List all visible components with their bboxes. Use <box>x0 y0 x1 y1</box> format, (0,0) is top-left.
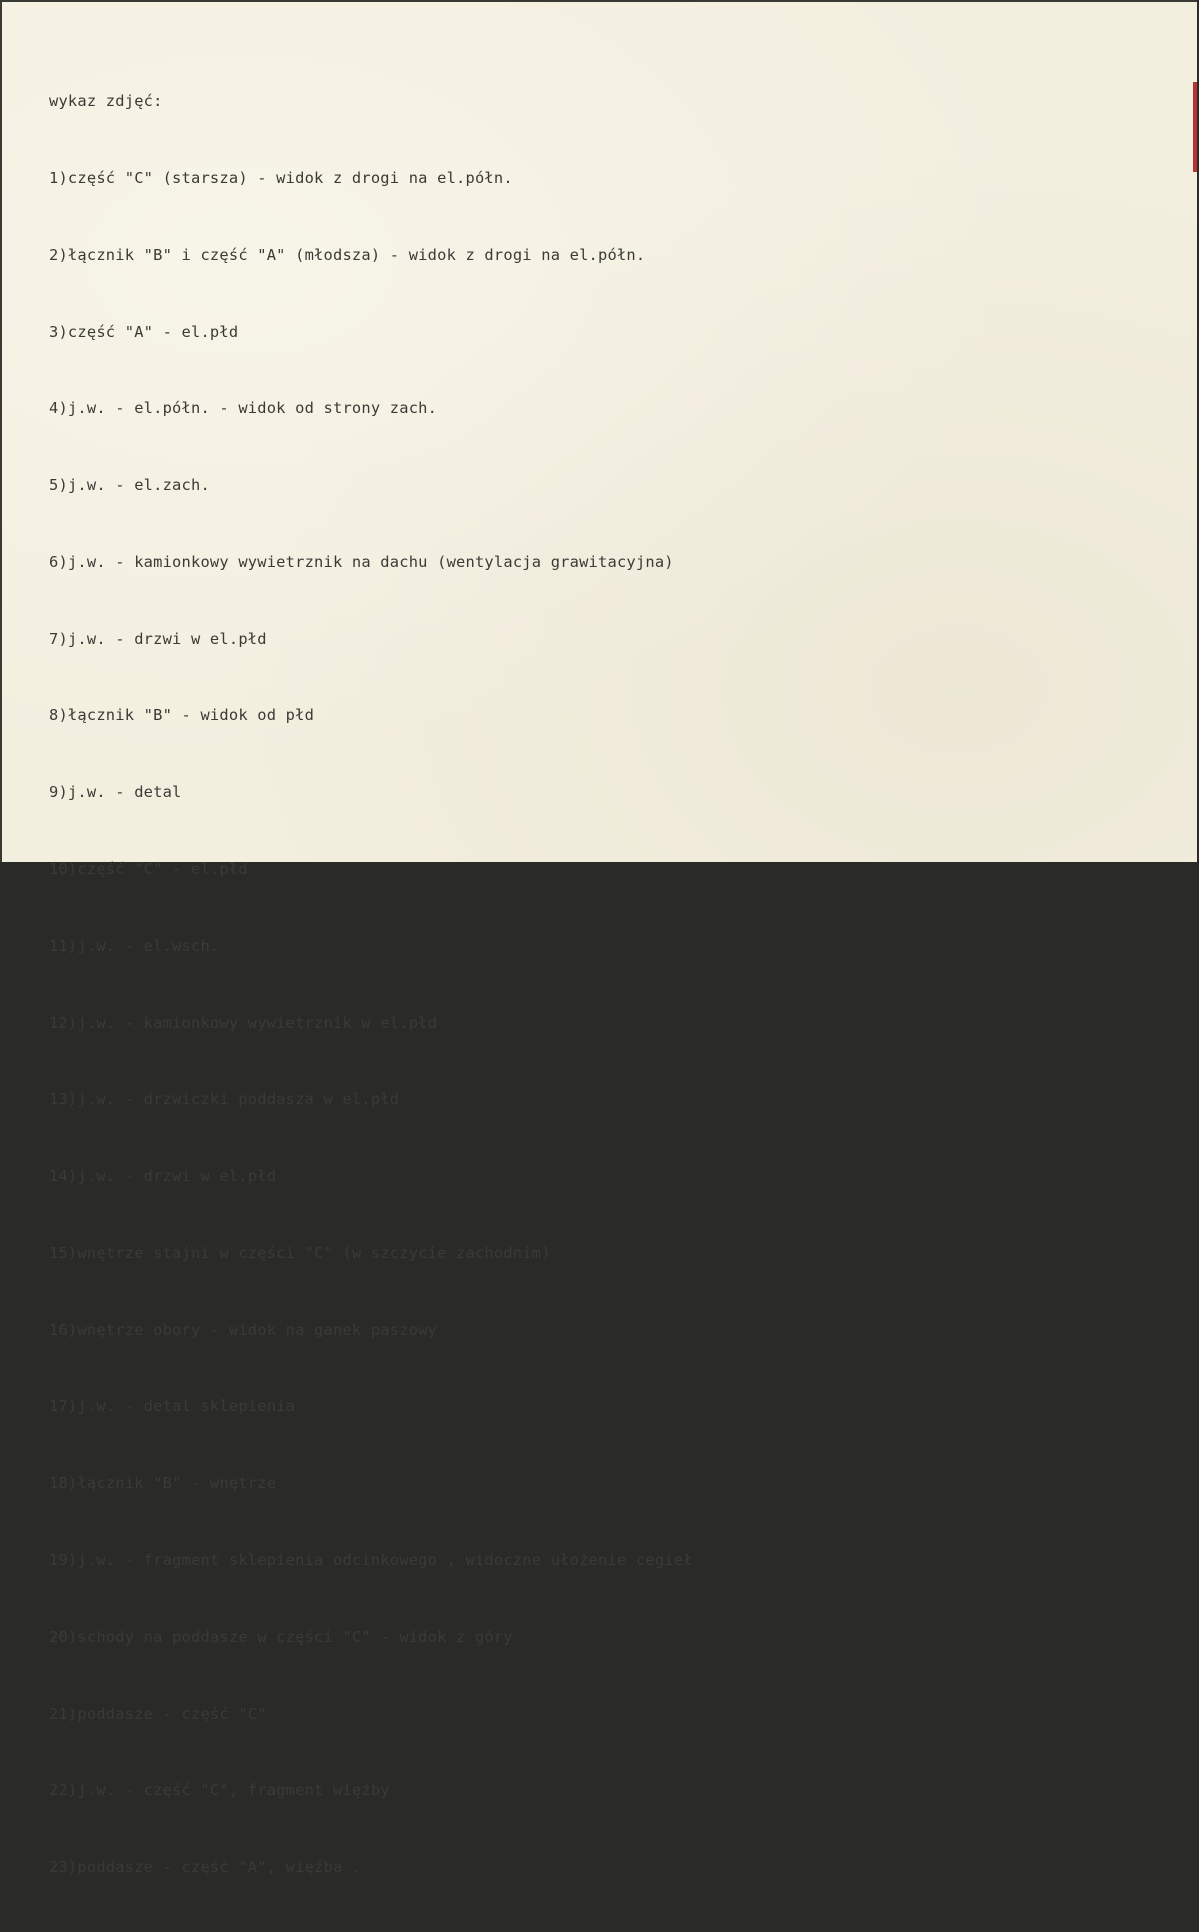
list-item: 13)j.w. - drzwiczki poddasza w el.płd <box>49 1090 400 1109</box>
list-item: 19)j.w. - fragment sklepienia odcinkowego , widoczne ułożenie cegieł <box>49 1551 693 1570</box>
list-item: 16)wnętrze obory - widok na ganek paszowy <box>49 1320 438 1339</box>
list-item: 14)j.w. - drzwi w el.płd <box>49 1167 277 1186</box>
list-item: 9)j.w. - detal <box>49 783 182 802</box>
list-item: 15)wnętrze stajni w części "C" (w szczycie zachodnim) <box>49 1243 551 1262</box>
red-edge-mark <box>1193 82 1197 172</box>
list-item: 11)j.w. - el.wsch. <box>49 936 220 955</box>
list-item: 1)część "C" (starsza) - widok z drogi na el.półn. <box>49 168 513 187</box>
list-item: 8)łącznik "B" - widok od płd <box>49 706 315 725</box>
list-item: 5)j.w. - el.zach. <box>49 476 210 495</box>
list-item: 18)łącznik "B" - wnętrze <box>49 1474 277 1493</box>
list-item: 21)poddasze - część "C" <box>49 1704 267 1723</box>
list-item: 7)j.w. - drzwi w el.płd <box>49 629 267 648</box>
list-item: 3)część "A" - el.płd <box>49 322 239 341</box>
list-heading: wykaz zdjęć: <box>49 92 163 111</box>
photo-list <box>49 38 693 1932</box>
list-item: 23)poddasze - część "A", więźba . <box>49 1858 362 1877</box>
list-item: 6)j.w. - kamionkowy wywietrznik na dachu (wentylacja grawitacyjna) <box>49 552 674 571</box>
list-item: 22)j.w. - część "C", fragment więźby <box>49 1781 390 1800</box>
list-item: 12)j.w. - kamionkowy wywietrznik w el.płd <box>49 1013 438 1032</box>
list-item: 20)schody na poddasze w części "C" - widok z góry <box>49 1627 513 1646</box>
list-item: 2)łącznik "B" i część "A" (młodsza) - widok z drogi na el.półn. <box>49 245 646 264</box>
list-item: 4)j.w. - el.półn. - widok od strony zach. <box>49 399 438 418</box>
list-item: 17)j.w. - detal sklepienia <box>49 1397 296 1416</box>
list-item: 10)część "C" - el.płd <box>49 860 248 878</box>
